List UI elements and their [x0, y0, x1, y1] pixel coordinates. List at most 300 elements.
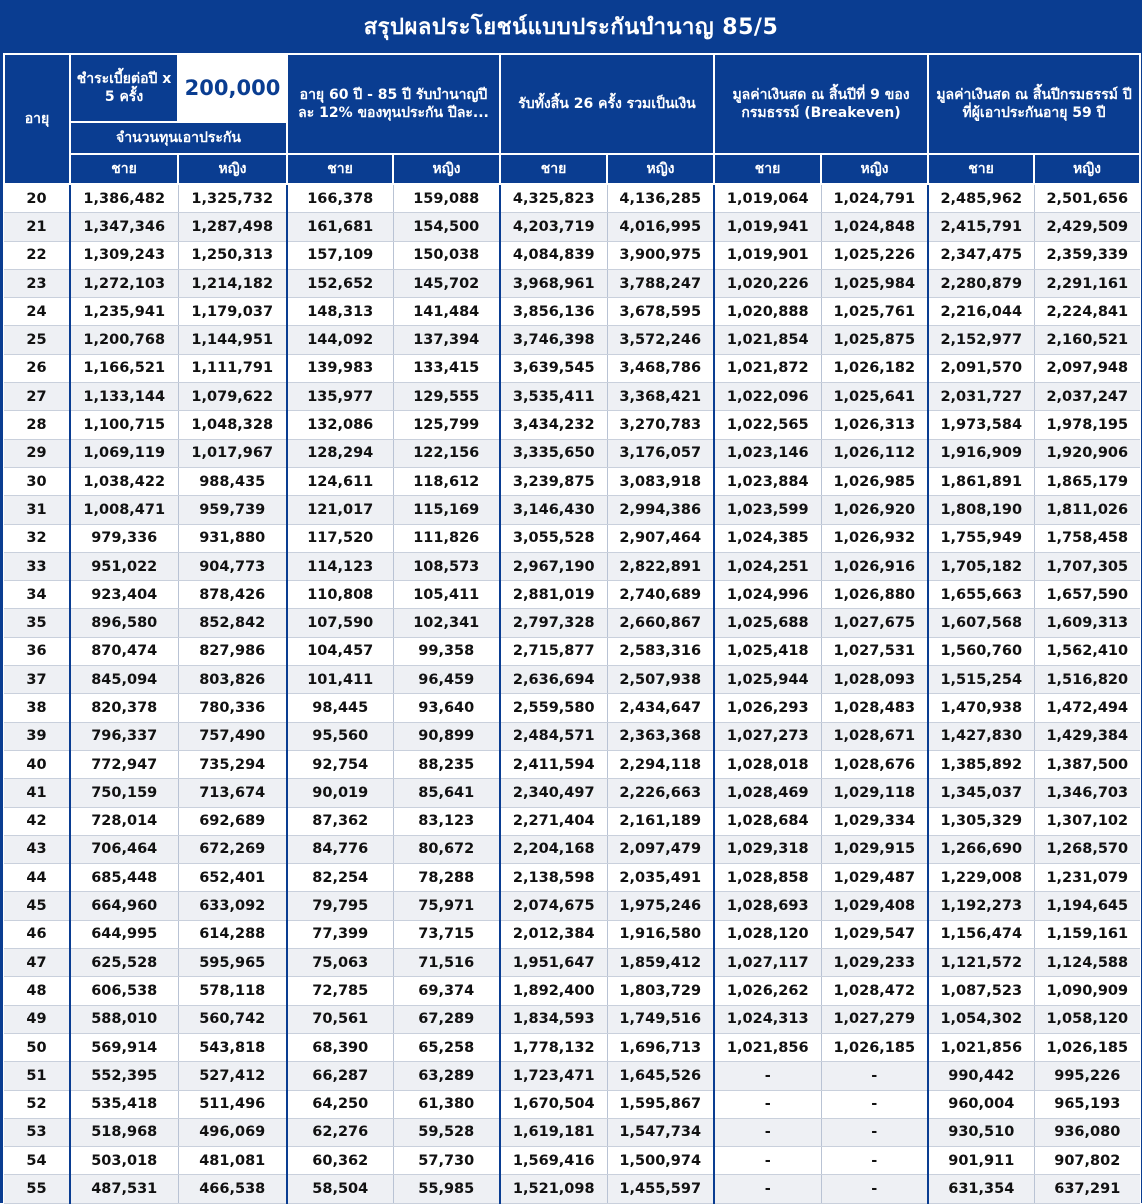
total-male-cell: 1,834,593: [500, 1005, 607, 1033]
breakeven-female-cell: 1,029,118: [821, 779, 928, 807]
breakeven-male-cell: 1,019,901: [714, 241, 821, 269]
cash-value-59-male-cell: 2,216,044: [928, 298, 1034, 326]
breakeven-male-cell: 1,029,318: [714, 835, 821, 863]
age-cell: 48: [4, 977, 70, 1005]
total-female-cell: 1,975,246: [607, 892, 714, 920]
cash-value-59-female-cell: 1,516,820: [1034, 666, 1140, 694]
total-female-cell: 2,994,386: [607, 496, 714, 524]
breakeven-female-cell: 1,027,675: [821, 609, 928, 637]
age-cell: 23: [4, 269, 70, 297]
total-female-cell: 1,455,597: [607, 1175, 714, 1203]
breakeven-female-cell: 1,028,676: [821, 750, 928, 778]
sum-insured-female-cell: 735,294: [178, 750, 287, 778]
cash-value-59-male-cell: 1,705,182: [928, 552, 1034, 580]
breakeven-female-cell: 1,025,984: [821, 269, 928, 297]
cash-value-59-male-cell: 1,655,663: [928, 581, 1034, 609]
pension-female-cell: 154,500: [393, 213, 500, 241]
pension-male-cell: 62,276: [287, 1118, 393, 1146]
sum-insured-female-cell: 1,079,622: [178, 383, 287, 411]
table-row: [4, 1033, 1140, 1061]
sum-insured-male-cell: 1,166,521: [70, 354, 178, 382]
total-female-cell: 2,294,118: [607, 750, 714, 778]
total-male-cell: 1,569,416: [500, 1147, 607, 1175]
age-cell: 34: [4, 581, 70, 609]
total-male-cell: 1,723,471: [500, 1062, 607, 1090]
total-female-cell: 2,583,316: [607, 637, 714, 665]
pension-male-cell: 92,754: [287, 750, 393, 778]
male-header: ชาย: [500, 154, 607, 184]
sum-insured-male-cell: 664,960: [70, 892, 178, 920]
total-female-cell: 3,900,975: [607, 241, 714, 269]
breakeven-female-cell: -: [821, 1090, 928, 1118]
table-row: [4, 694, 1140, 722]
sum-insured-female-cell: 481,081: [178, 1147, 287, 1175]
sum-insured-male-cell: 685,448: [70, 864, 178, 892]
sum-insured-male-cell: 1,347,346: [70, 213, 178, 241]
female-header: หญิง: [1034, 154, 1140, 184]
age-cell: 39: [4, 722, 70, 750]
pension-male-cell: 128,294: [287, 439, 393, 467]
pension-female-cell: 57,730: [393, 1147, 500, 1175]
cash-value-59-female-cell: 1,707,305: [1034, 552, 1140, 580]
total-female-cell: 1,916,580: [607, 920, 714, 948]
table-row: [4, 807, 1140, 835]
pension-male-cell: 124,611: [287, 467, 393, 495]
pension-female-cell: 93,640: [393, 694, 500, 722]
sum-insured-male-cell: 1,272,103: [70, 269, 178, 297]
pension-male-cell: 139,983: [287, 354, 393, 382]
pension-female-cell: 125,799: [393, 411, 500, 439]
pension-female-cell: 85,641: [393, 779, 500, 807]
sum-insured-female-cell: 527,412: [178, 1062, 287, 1090]
cash-value-59-female-cell: 1,609,313: [1034, 609, 1140, 637]
sum-insured-female-cell: 466,538: [178, 1175, 287, 1203]
table-row: [4, 1175, 1140, 1203]
age-cell: 54: [4, 1147, 70, 1175]
pension-male-cell: 101,411: [287, 666, 393, 694]
cash-value-59-female-cell: 1,307,102: [1034, 807, 1140, 835]
breakeven-female-cell: 1,026,182: [821, 354, 928, 382]
cash-value-59-female-cell: 1,811,026: [1034, 496, 1140, 524]
total-female-cell: 1,645,526: [607, 1062, 714, 1090]
breakeven-female-cell: 1,026,916: [821, 552, 928, 580]
age-cell: 36: [4, 637, 70, 665]
pension-female-cell: 61,380: [393, 1090, 500, 1118]
cash-value-59-female-cell: 2,501,656: [1034, 184, 1140, 213]
cash-value-59-male-cell: 1,121,572: [928, 949, 1034, 977]
breakeven-female-cell: 1,026,932: [821, 524, 928, 552]
breakeven-male-cell: 1,019,064: [714, 184, 821, 213]
cash-value-59-male-cell: 1,345,037: [928, 779, 1034, 807]
female-header: หญิง: [821, 154, 928, 184]
breakeven-male-cell: 1,024,313: [714, 1005, 821, 1033]
pension-male-cell: 161,681: [287, 213, 393, 241]
total-female-cell: 3,788,247: [607, 269, 714, 297]
cash-value-59-male-cell: 1,607,568: [928, 609, 1034, 637]
breakeven-female-cell: 1,028,472: [821, 977, 928, 1005]
breakeven-male-cell: 1,021,854: [714, 326, 821, 354]
pension-female-cell: 75,971: [393, 892, 500, 920]
breakeven-male-cell: -: [714, 1090, 821, 1118]
table-row: [4, 1062, 1140, 1090]
breakeven-male-cell: 1,020,226: [714, 269, 821, 297]
age-cell: 26: [4, 354, 70, 382]
pension-male-cell: 87,362: [287, 807, 393, 835]
table-row: [4, 269, 1140, 297]
sum-insured-female-cell: 713,674: [178, 779, 287, 807]
total-female-cell: 2,907,464: [607, 524, 714, 552]
pension-male-cell: 95,560: [287, 722, 393, 750]
pension-male-cell: 64,250: [287, 1090, 393, 1118]
table-body: [4, 184, 1140, 1203]
sum-insured-female-cell: 780,336: [178, 694, 287, 722]
total-female-cell: 3,270,783: [607, 411, 714, 439]
total-male-cell: 1,951,647: [500, 949, 607, 977]
pension-male-cell: 132,086: [287, 411, 393, 439]
total-female-cell: 2,822,891: [607, 552, 714, 580]
breakeven-male-cell: 1,025,944: [714, 666, 821, 694]
cash-value-59-male-cell: 1,087,523: [928, 977, 1034, 1005]
age-cell: 50: [4, 1033, 70, 1061]
cash-value-59-male-cell: 1,192,273: [928, 892, 1034, 920]
breakeven-male-cell: 1,019,941: [714, 213, 821, 241]
pension-male-cell: 117,520: [287, 524, 393, 552]
age-cell: 40: [4, 750, 70, 778]
sum-insured-female-cell: 1,250,313: [178, 241, 287, 269]
table-row: [4, 524, 1140, 552]
sum-insured-female-cell: 1,325,732: [178, 184, 287, 213]
total-male-cell: 4,203,719: [500, 213, 607, 241]
table-row: [4, 750, 1140, 778]
breakeven-male-cell: 1,025,418: [714, 637, 821, 665]
pension-male-cell: 90,019: [287, 779, 393, 807]
total-male-cell: 3,055,528: [500, 524, 607, 552]
total-female-cell: 3,368,421: [607, 383, 714, 411]
age-cell: 51: [4, 1062, 70, 1090]
table-row: [4, 609, 1140, 637]
total-header: รับทั้งสิ้น 26 ครั้ง รวมเป็นเงิน: [500, 54, 714, 154]
age-cell: 38: [4, 694, 70, 722]
sum-insured-male-cell: 588,010: [70, 1005, 178, 1033]
table-row: [4, 920, 1140, 948]
sum-insured-male-cell: 1,386,482: [70, 184, 178, 213]
cash-value-59-female-cell: 1,387,500: [1034, 750, 1140, 778]
pension-female-cell: 137,394: [393, 326, 500, 354]
pension-female-cell: 71,516: [393, 949, 500, 977]
cash-value-59-header: มูลค่าเงินสด ณ สิ้นปีกรมธรรม์ ปีที่ผู้เอาประกันอายุ 59 ปี: [928, 54, 1140, 154]
total-female-cell: 2,660,867: [607, 609, 714, 637]
total-female-cell: 2,507,938: [607, 666, 714, 694]
cash-value-59-female-cell: 1,346,703: [1034, 779, 1140, 807]
pension-female-cell: 141,484: [393, 298, 500, 326]
cash-value-59-female-cell: 907,802: [1034, 1147, 1140, 1175]
breakeven-male-cell: 1,024,251: [714, 552, 821, 580]
table-row: [4, 722, 1140, 750]
age-cell: 24: [4, 298, 70, 326]
sum-insured-male-cell: 896,580: [70, 609, 178, 637]
cash-value-59-male-cell: 2,091,570: [928, 354, 1034, 382]
cash-value-59-female-cell: 2,224,841: [1034, 298, 1140, 326]
age-cell: 45: [4, 892, 70, 920]
breakeven-male-cell: 1,026,293: [714, 694, 821, 722]
cash-value-59-male-cell: 1,156,474: [928, 920, 1034, 948]
breakeven-male-cell: 1,027,117: [714, 949, 821, 977]
cash-value-59-male-cell: 2,280,879: [928, 269, 1034, 297]
table-row: [4, 1005, 1140, 1033]
total-male-cell: 2,636,694: [500, 666, 607, 694]
total-male-cell: 2,484,571: [500, 722, 607, 750]
pension-male-cell: 60,362: [287, 1147, 393, 1175]
age-cell: 22: [4, 241, 70, 269]
cash-value-59-female-cell: 2,359,339: [1034, 241, 1140, 269]
sum-insured-male-cell: 772,947: [70, 750, 178, 778]
cash-value-59-female-cell: 2,037,247: [1034, 383, 1140, 411]
table-row: [4, 496, 1140, 524]
total-male-cell: 3,535,411: [500, 383, 607, 411]
cash-value-59-female-cell: 1,058,120: [1034, 1005, 1140, 1033]
breakeven-female-cell: 1,029,408: [821, 892, 928, 920]
total-male-cell: 4,325,823: [500, 184, 607, 213]
breakeven-male-cell: 1,022,096: [714, 383, 821, 411]
male-header: ชาย: [287, 154, 393, 184]
breakeven-male-cell: 1,023,884: [714, 467, 821, 495]
pension-male-cell: 166,378: [287, 184, 393, 213]
breakeven-male-cell: 1,023,599: [714, 496, 821, 524]
total-female-cell: 3,468,786: [607, 354, 714, 382]
breakeven-male-cell: 1,026,262: [714, 977, 821, 1005]
breakeven-male-cell: 1,021,856: [714, 1033, 821, 1061]
pension-male-cell: 77,399: [287, 920, 393, 948]
cash-value-59-female-cell: 1,026,185: [1034, 1033, 1140, 1061]
cash-value-59-female-cell: 1,562,410: [1034, 637, 1140, 665]
total-male-cell: 3,146,430: [500, 496, 607, 524]
pension-female-cell: 55,985: [393, 1175, 500, 1203]
total-male-cell: 3,856,136: [500, 298, 607, 326]
table-row: [4, 637, 1140, 665]
age-cell: 35: [4, 609, 70, 637]
total-male-cell: 2,411,594: [500, 750, 607, 778]
cash-value-59-female-cell: 1,231,079: [1034, 864, 1140, 892]
age-cell: 46: [4, 920, 70, 948]
pension-male-cell: 152,652: [287, 269, 393, 297]
sum-insured-female-cell: 827,986: [178, 637, 287, 665]
total-male-cell: 1,521,098: [500, 1175, 607, 1203]
total-male-cell: 2,340,497: [500, 779, 607, 807]
sum-insured-male-cell: 1,309,243: [70, 241, 178, 269]
total-female-cell: 1,803,729: [607, 977, 714, 1005]
pension-female-cell: 78,288: [393, 864, 500, 892]
breakeven-female-cell: 1,029,487: [821, 864, 928, 892]
breakeven-female-cell: 1,025,761: [821, 298, 928, 326]
table-row: [4, 241, 1140, 269]
total-male-cell: 4,084,839: [500, 241, 607, 269]
age-cell: 32: [4, 524, 70, 552]
total-female-cell: 1,547,734: [607, 1118, 714, 1146]
sum-insured-female-cell: 1,017,967: [178, 439, 287, 467]
pension-male-cell: 148,313: [287, 298, 393, 326]
breakeven-female-cell: 1,025,226: [821, 241, 928, 269]
male-header: ชาย: [70, 154, 178, 184]
total-male-cell: 1,670,504: [500, 1090, 607, 1118]
pension-male-cell: 135,977: [287, 383, 393, 411]
age-cell: 20: [4, 184, 70, 213]
female-header: หญิง: [607, 154, 714, 184]
table-row: [4, 864, 1140, 892]
total-female-cell: 1,696,713: [607, 1033, 714, 1061]
sum-insured-male-cell: 552,395: [70, 1062, 178, 1090]
sum-insured-male-cell: 728,014: [70, 807, 178, 835]
cash-value-59-female-cell: 1,159,161: [1034, 920, 1140, 948]
breakeven-male-cell: 1,028,469: [714, 779, 821, 807]
sum-insured-female-cell: 852,842: [178, 609, 287, 637]
age-cell: 31: [4, 496, 70, 524]
cash-value-59-male-cell: 2,152,977: [928, 326, 1034, 354]
total-female-cell: 4,016,995: [607, 213, 714, 241]
total-female-cell: 1,749,516: [607, 1005, 714, 1033]
cash-value-59-female-cell: 1,268,570: [1034, 835, 1140, 863]
sum-insured-male-cell: 606,538: [70, 977, 178, 1005]
table-row: [4, 977, 1140, 1005]
pension-female-cell: 159,088: [393, 184, 500, 213]
sum-insured-male-cell: 503,018: [70, 1147, 178, 1175]
pension-female-cell: 108,573: [393, 552, 500, 580]
total-female-cell: 2,097,479: [607, 835, 714, 863]
total-male-cell: 3,434,232: [500, 411, 607, 439]
pension-male-cell: 79,795: [287, 892, 393, 920]
table-row: [4, 892, 1140, 920]
sum-insured-male-cell: 1,200,768: [70, 326, 178, 354]
age-cell: 44: [4, 864, 70, 892]
cash-value-59-male-cell: 2,031,727: [928, 383, 1034, 411]
sum-insured-female-cell: 543,818: [178, 1033, 287, 1061]
pension-male-cell: 68,390: [287, 1033, 393, 1061]
sum-insured-male-cell: 706,464: [70, 835, 178, 863]
breakeven-male-cell: 1,028,120: [714, 920, 821, 948]
cash-value-59-male-cell: 1,861,891: [928, 467, 1034, 495]
sum-insured-male-cell: 1,100,715: [70, 411, 178, 439]
cash-value-59-female-cell: 1,194,645: [1034, 892, 1140, 920]
breakeven-male-cell: -: [714, 1147, 821, 1175]
pension-male-cell: 157,109: [287, 241, 393, 269]
sum-insured-male-cell: 487,531: [70, 1175, 178, 1203]
breakeven-female-cell: 1,028,671: [821, 722, 928, 750]
cash-value-59-male-cell: 960,004: [928, 1090, 1034, 1118]
table-row: [4, 1118, 1140, 1146]
table-row: [4, 581, 1140, 609]
pension-male-cell: 84,776: [287, 835, 393, 863]
breakeven-male-cell: 1,028,018: [714, 750, 821, 778]
table-row: [4, 1147, 1140, 1175]
cash-value-59-female-cell: 1,472,494: [1034, 694, 1140, 722]
sum-insured-female-cell: 803,826: [178, 666, 287, 694]
pension-male-cell: 58,504: [287, 1175, 393, 1203]
sum-insured-male-cell: 1,008,471: [70, 496, 178, 524]
sum-insured-female-cell: 1,179,037: [178, 298, 287, 326]
age-cell: 29: [4, 439, 70, 467]
breakeven-male-cell: 1,028,858: [714, 864, 821, 892]
cash-value-59-male-cell: 1,305,329: [928, 807, 1034, 835]
cash-value-59-female-cell: 1,657,590: [1034, 581, 1140, 609]
sum-insured-header: จำนวนทุนเอาประกัน: [70, 122, 287, 154]
age-cell: 27: [4, 383, 70, 411]
premium-amount: 200,000: [178, 54, 287, 122]
pension-male-cell: 82,254: [287, 864, 393, 892]
cash-value-59-female-cell: 1,865,179: [1034, 467, 1140, 495]
sum-insured-male-cell: 923,404: [70, 581, 178, 609]
sum-insured-female-cell: 904,773: [178, 552, 287, 580]
pension-female-cell: 63,289: [393, 1062, 500, 1090]
table-row: [4, 439, 1140, 467]
male-header: ชาย: [928, 154, 1034, 184]
pension-female-cell: 65,258: [393, 1033, 500, 1061]
page-title: สรุปผลประโยชน์แบบประกันบำนาญ 85/5: [363, 15, 779, 40]
total-male-cell: 2,967,190: [500, 552, 607, 580]
age-cell: 55: [4, 1175, 70, 1203]
sum-insured-female-cell: 1,144,951: [178, 326, 287, 354]
breakeven-female-cell: 1,026,313: [821, 411, 928, 439]
sum-insured-male-cell: 870,474: [70, 637, 178, 665]
breakeven-male-cell: 1,027,273: [714, 722, 821, 750]
cash-value-59-male-cell: 2,485,962: [928, 184, 1034, 213]
cash-value-59-male-cell: 1,916,909: [928, 439, 1034, 467]
cash-value-59-male-cell: 930,510: [928, 1118, 1034, 1146]
breakeven-female-cell: 1,029,915: [821, 835, 928, 863]
cash-value-59-female-cell: 2,097,948: [1034, 354, 1140, 382]
pension-male-cell: 107,590: [287, 609, 393, 637]
breakeven-male-cell: 1,023,146: [714, 439, 821, 467]
sum-insured-male-cell: 845,094: [70, 666, 178, 694]
breakeven-female-cell: 1,028,093: [821, 666, 928, 694]
sum-insured-female-cell: 959,739: [178, 496, 287, 524]
age-cell: 28: [4, 411, 70, 439]
sum-insured-male-cell: 569,914: [70, 1033, 178, 1061]
breakeven-female-cell: -: [821, 1118, 928, 1146]
pension-female-cell: 59,528: [393, 1118, 500, 1146]
sum-insured-male-cell: 750,159: [70, 779, 178, 807]
cash-value-59-male-cell: 1,755,949: [928, 524, 1034, 552]
breakeven-female-cell: 1,029,547: [821, 920, 928, 948]
pension-male-cell: 75,063: [287, 949, 393, 977]
female-header: หญิง: [393, 154, 500, 184]
pension-female-cell: 150,038: [393, 241, 500, 269]
sum-insured-male-cell: 1,133,144: [70, 383, 178, 411]
pension-male-cell: 104,457: [287, 637, 393, 665]
sum-insured-male-cell: 1,038,422: [70, 467, 178, 495]
table-row: [4, 1090, 1140, 1118]
cash-value-59-female-cell: 1,920,906: [1034, 439, 1140, 467]
cash-value-59-female-cell: 936,080: [1034, 1118, 1140, 1146]
premium-label: ชำระเบี้ยต่อปี x 5 ครั้ง: [70, 54, 178, 122]
cash-value-59-female-cell: 1,758,458: [1034, 524, 1140, 552]
breakeven-female-cell: -: [821, 1147, 928, 1175]
pension-female-cell: 69,374: [393, 977, 500, 1005]
total-male-cell: 2,797,328: [500, 609, 607, 637]
pension-female-cell: 73,715: [393, 920, 500, 948]
total-male-cell: 1,778,132: [500, 1033, 607, 1061]
breakeven-male-cell: 1,028,684: [714, 807, 821, 835]
age-cell: 25: [4, 326, 70, 354]
sum-insured-male-cell: 979,336: [70, 524, 178, 552]
cash-value-59-female-cell: 965,193: [1034, 1090, 1140, 1118]
cash-value-59-male-cell: 631,354: [928, 1175, 1034, 1203]
age-cell: 41: [4, 779, 70, 807]
cash-value-59-male-cell: 1,054,302: [928, 1005, 1034, 1033]
total-female-cell: 2,363,368: [607, 722, 714, 750]
age-cell: 52: [4, 1090, 70, 1118]
sum-insured-female-cell: 496,069: [178, 1118, 287, 1146]
sum-insured-female-cell: 988,435: [178, 467, 287, 495]
pension-female-cell: 145,702: [393, 269, 500, 297]
